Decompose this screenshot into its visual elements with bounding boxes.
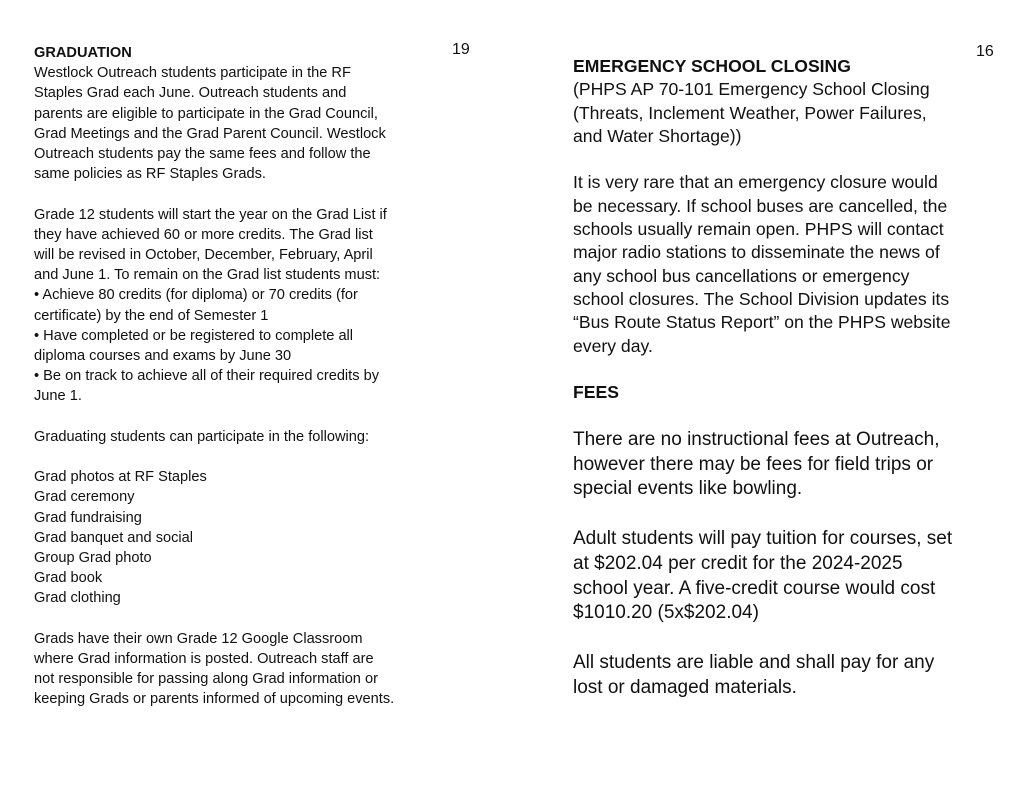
text-line: certificate) by the end of Semester 1 [34,307,269,324]
text-line: There are no instructional fees at Outreach, [573,428,940,450]
text-line: Staples Grad each June. Outreach students and [34,85,347,102]
text-line: any school bus cancellations or emergency [573,265,910,286]
text-line: • Achieve 80 credits (for diploma) or 70 credits (for [34,287,358,304]
text-line: Grad ceremony [34,489,135,506]
text-line: diploma courses and exams by June 30 [34,348,292,365]
participate-intro: Graduating students can participate in the following: [34,428,370,445]
text-line: Grad photos at RF Staples [34,469,207,486]
text-line: however there may be fees for field trips or [573,453,934,475]
text-line: Westlock Outreach students participate in the RF [34,65,351,82]
text-line: Outreach students pay the same fees and follow the [34,146,371,163]
text-line: June 1. [34,388,82,405]
text-line: “Bus Route Status Report” on the PHPS website [573,312,951,333]
text-line: where Grad information is posted. Outreach staff are [34,651,374,668]
text-line: parents are eligible to participate in the Grad Council, [34,105,378,122]
text-line: (Threats, Inclement Weather, Power Failures, [573,102,927,123]
fees-instructional [573,428,993,502]
text-line: at $202.04 per credit for the 2024-2025 [573,552,903,574]
text-line: Grad clothing [34,590,121,607]
grad-list-requirements [34,205,454,407]
right-page-number: 16 [976,43,994,60]
text-line: Group Grad photo [34,550,152,567]
fees-materials [573,651,993,701]
text-line: It is very rare that an emergency closure would [573,172,938,193]
graduation-section [34,43,454,710]
text-line: schools usually remain open. PHPS will contact [573,219,944,240]
grad-activities-list [34,467,454,608]
text-line: Grad book [34,570,103,587]
text-line: Grad banquet and social [34,529,194,546]
text-line: $1010.20 (5x$202.04) [573,602,759,624]
google-classroom-note [34,629,454,710]
text-line: they have achieved 60 or more credits. The Grad list [34,226,373,243]
graduation-intro [34,63,454,184]
fees-adult-tuition [573,527,993,626]
text-line: every day. [573,335,653,356]
text-line: Grad fundraising [34,509,142,526]
text-line: keeping Grads or parents informed of upcoming events. [34,691,395,708]
closing-body [573,171,993,357]
text-line: Grade 12 students will start the year on the Grad List if [34,206,387,223]
text-line: special events like bowling. [573,478,803,500]
text-line: school year. A five-credit course would cost [573,577,936,599]
text-line: lost or damaged materials. [573,676,797,698]
text-line: Adult students will pay tuition for courses, set [573,527,953,549]
text-line: major radio stations to disseminate the news of [573,242,940,263]
text-line: • Have completed or be registered to complete all [34,327,354,344]
text-line: and June 1. To remain on the Grad list students must: [34,267,381,284]
text-line: • Be on track to achieve all of their required credits by [34,368,379,385]
text-line: All students are liable and shall pay for any [573,651,935,673]
text-line: Grad Meetings and the Grad Parent Council. Westlock [34,125,386,142]
text-line: same policies as RF Staples Grads. [34,166,266,183]
text-line: school closures. The School Division updates its [573,288,950,309]
closing-and-fees-section [573,55,993,701]
text-line: will be revised in October, December, February, April [34,247,373,264]
graduation-heading: GRADUATION [34,45,132,61]
fees-heading: FEES [573,382,619,403]
text-line: and Water Shortage)) [573,125,742,146]
text-line: not responsible for passing along Grad information or [34,671,378,688]
text-line: (PHPS AP 70-101 Emergency School Closing [573,79,930,100]
text-line: be necessary. If school buses are cancelled, the [573,195,948,216]
closing-policy-reference [573,78,993,148]
left-page-number: 19 [452,41,470,58]
text-line: Grads have their own Grade 12 Google Classroom [34,630,363,647]
emergency-closing-heading: EMERGENCY SCHOOL CLOSING [573,56,851,76]
